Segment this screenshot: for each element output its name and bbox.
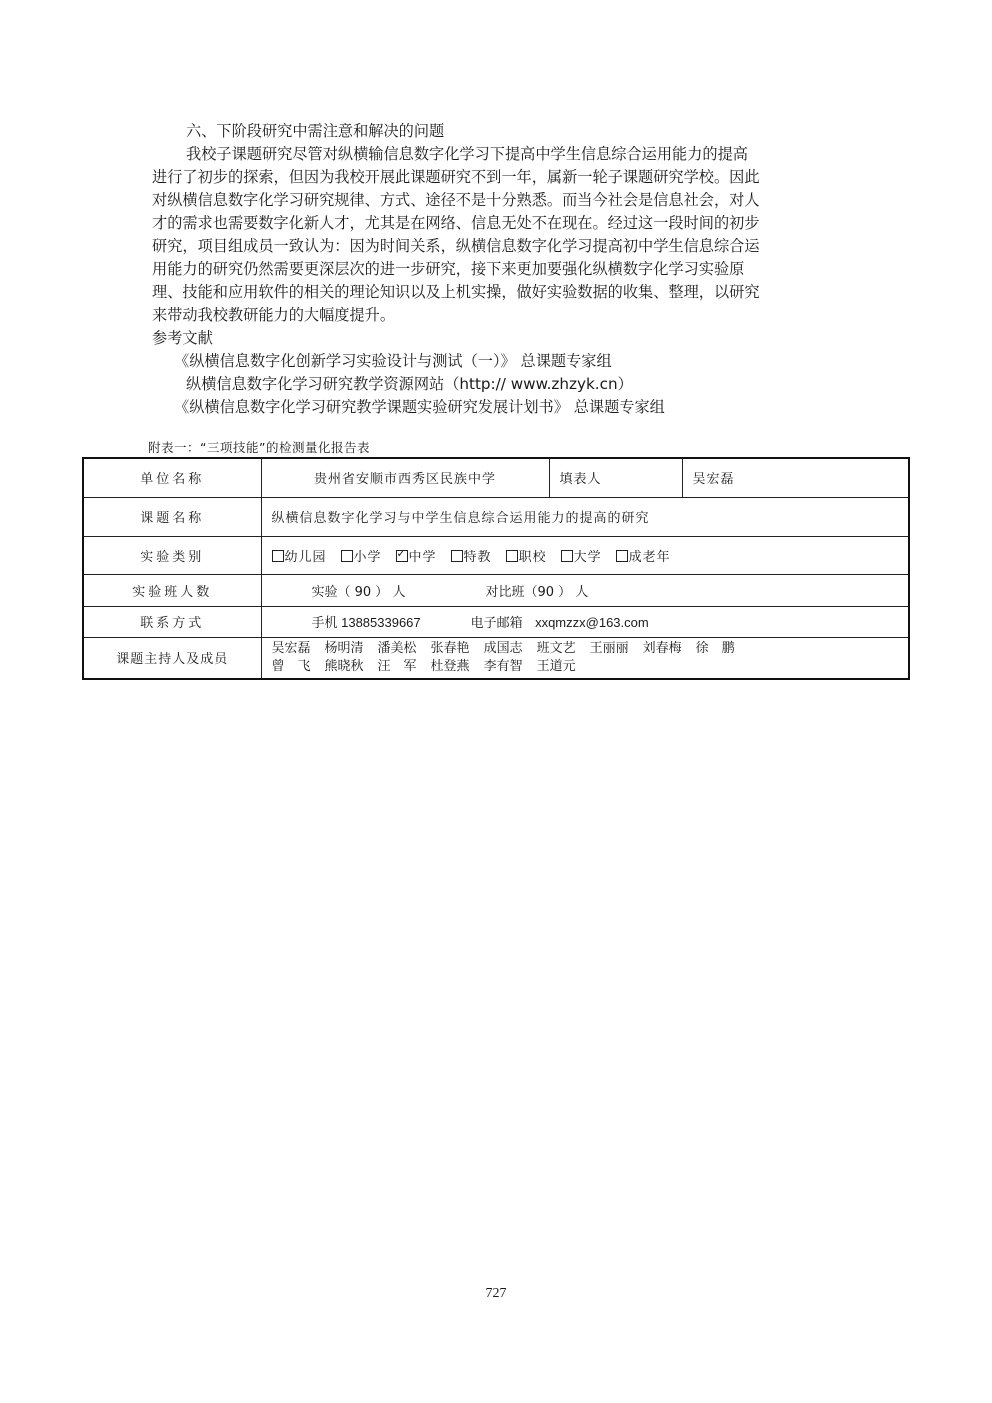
member-name: 王丽丽 bbox=[589, 640, 629, 656]
member-name: 吴宏磊 bbox=[271, 640, 311, 656]
checkbox-icon[interactable] bbox=[616, 550, 628, 562]
row-contact bbox=[83, 606, 909, 637]
category-option-label: 大学 bbox=[573, 549, 602, 565]
category-option[interactable] bbox=[616, 546, 671, 565]
category-option[interactable] bbox=[561, 546, 602, 565]
member-name: 张春艳 bbox=[430, 640, 470, 656]
experiment-count: 实验（ 90 ） 人 bbox=[311, 584, 406, 600]
checkbox-icon[interactable] bbox=[272, 550, 284, 562]
checkbox-icon[interactable] bbox=[506, 550, 518, 562]
category-option[interactable] bbox=[506, 546, 547, 565]
category-option[interactable] bbox=[451, 546, 492, 565]
category-option-label: 小学 bbox=[353, 549, 382, 565]
category-option-label: 幼儿园 bbox=[284, 549, 327, 565]
paragraph-line: 来带动我校教研能力的大幅度提升。 bbox=[152, 306, 395, 324]
member-name: 熊晓秋 bbox=[324, 658, 364, 674]
member-name: 李有智 bbox=[483, 658, 523, 674]
paragraph-line: 才的需求也需要数字化新人才，尤其是在网络、信息无处不在现在。经过这一段时间的初步 bbox=[152, 214, 760, 232]
section-six bbox=[152, 120, 842, 419]
category-option-label: 职校 bbox=[518, 549, 547, 565]
category-options bbox=[261, 536, 909, 574]
checkbox-icon[interactable] bbox=[451, 550, 463, 562]
reference-item: 《纵横信息数字化创新学习实验设计与测试（一）》 总课题专家组 bbox=[174, 352, 612, 370]
class-size-label: 实验班人数 bbox=[83, 574, 261, 606]
row-class-size bbox=[83, 574, 909, 606]
member-name: 班文艺 bbox=[536, 640, 576, 656]
member-name: 曾 飞 bbox=[271, 658, 311, 674]
report-table bbox=[82, 457, 910, 680]
member-name: 杨明清 bbox=[324, 640, 364, 656]
references-heading: 参考文献 bbox=[152, 329, 213, 347]
paragraph-line: 对纵横信息数字化学习研究规律、方式、途径不是十分熟悉。而当今社会是信息社会，对人 bbox=[152, 191, 760, 209]
members-label: 课题主持人及成员 bbox=[83, 637, 261, 679]
reference-item: 《纵横信息数字化学习研究教学课题实验研究发展计划书》 总课题专家组 bbox=[174, 398, 665, 416]
member-name: 徐 鹏 bbox=[695, 640, 735, 656]
row-unit bbox=[83, 458, 909, 497]
checkbox-icon[interactable] bbox=[561, 550, 573, 562]
members-row-1 bbox=[272, 640, 909, 658]
category-option[interactable] bbox=[396, 546, 437, 565]
control-count: 对比班（90 ） 人 bbox=[485, 584, 589, 600]
category-option-label: 成老年 bbox=[628, 549, 671, 565]
member-name: 刘春梅 bbox=[642, 640, 682, 656]
checked-box-icon[interactable] bbox=[396, 550, 408, 562]
paragraph-line: 进行了初步的探索，但因为我校开展此课题研究不到一年，属新一轮子课题研究学校。因此 bbox=[152, 168, 760, 186]
filler-value: 吴宏磊 bbox=[682, 458, 909, 497]
row-members bbox=[83, 637, 909, 679]
members-list bbox=[261, 637, 909, 679]
member-name: 杜登燕 bbox=[430, 658, 470, 674]
section-heading: 六、下阶段研究中需注意和解决的问题 bbox=[186, 122, 445, 140]
member-name: 成国志 bbox=[483, 640, 523, 656]
class-size-values bbox=[261, 574, 909, 606]
member-name: 汪 军 bbox=[377, 658, 417, 674]
checkbox-icon[interactable] bbox=[341, 550, 353, 562]
topic-value: 纵横信息数字化学习与中学生信息综合运用能力的提高的研究 bbox=[261, 497, 909, 536]
table-caption: 附表一：“三项技能”的检测量化报告表 bbox=[148, 440, 370, 455]
unit-label: 单位名称 bbox=[83, 458, 261, 497]
category-option[interactable] bbox=[272, 546, 327, 565]
row-category bbox=[83, 536, 909, 574]
reference-item: 纵横信息数字化学习研究教学资源网站（http:// www.zhzyk.cn） bbox=[186, 375, 633, 393]
member-name: 王道元 bbox=[536, 658, 576, 674]
member-name: 潘美松 bbox=[377, 640, 417, 656]
category-label: 实验类别 bbox=[83, 536, 261, 574]
email-label: 电子邮箱 bbox=[470, 616, 523, 631]
topic-label: 课题名称 bbox=[83, 497, 261, 536]
paragraph-line: 理、技能和应用软件的相关的理论知识以及上机实操，做好实验数据的收集、整理，以研究 bbox=[152, 283, 760, 301]
email-value: xxqmzzx@163.com bbox=[535, 615, 649, 630]
paragraph-line: 用能力的研究仍然需要更深层次的进一步研究，接下来更加要强化纵横数字化学习实验原 bbox=[152, 260, 745, 278]
category-option[interactable] bbox=[341, 546, 382, 565]
category-option-label: 中学 bbox=[408, 549, 437, 565]
section-paragraph bbox=[152, 143, 842, 327]
unit-value: 贵州省安顺市西秀区民族中学 bbox=[261, 458, 549, 497]
filler-label: 填表人 bbox=[549, 458, 682, 497]
contact-label: 联系方式 bbox=[83, 606, 261, 637]
category-option-label: 特教 bbox=[463, 549, 492, 565]
paragraph-line: 研究，项目组成员一致认为：因为时间关系，纵横信息数字化学习提高初中学生信息综合运 bbox=[152, 237, 760, 255]
page-number: 727 bbox=[485, 1286, 507, 1301]
contact-values bbox=[261, 606, 909, 637]
paragraph-line: 我校子课题研究尽管对纵横输信息数字化学习下提高中学生信息综合运用能力的提高 bbox=[186, 145, 748, 163]
row-topic bbox=[83, 497, 909, 536]
members-row-2 bbox=[272, 658, 909, 676]
phone: 手机 13885339667 bbox=[311, 615, 421, 630]
references-list bbox=[152, 350, 842, 419]
